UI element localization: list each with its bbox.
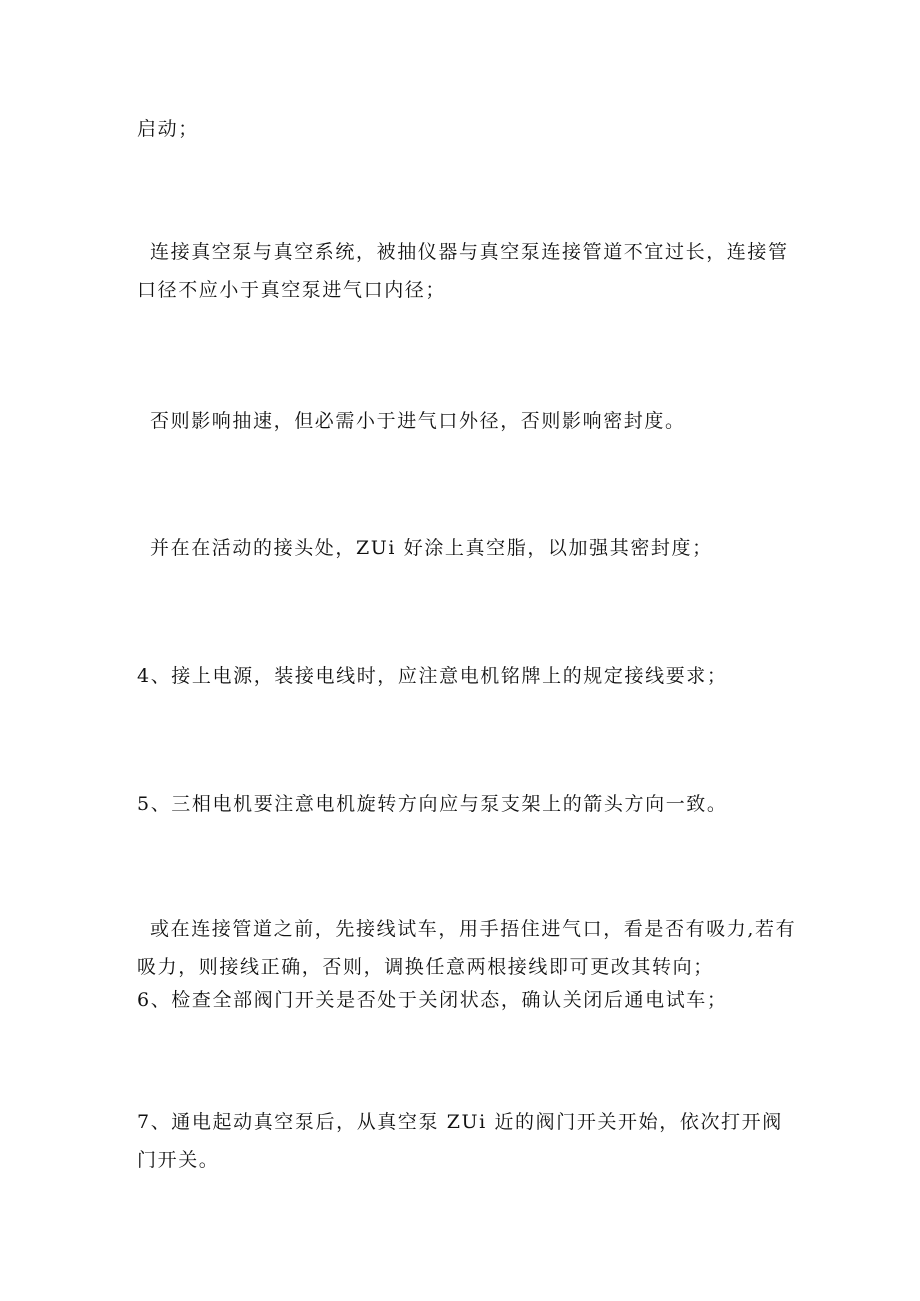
paragraph-step-6: 6、检查全部阀门开关是否处于关闭状态，确认关闭后通电试车； — [137, 989, 728, 1011]
paragraph-suction-speed: 否则影响抽速，但必需小于进气口外径，否则影响密封度。 — [150, 410, 686, 432]
paragraph-vacuum-grease: 并在在活动的接头处，ZUi 好涂上真空脂，以加强其密封度； — [150, 537, 713, 559]
paragraph-step-4: 4、接上电源，装接电线时，应注意电机铭牌上的规定接线要求； — [137, 665, 728, 687]
paragraph-test-run: 或在连接管道之前，先接线试车，用手捂住进气口，看是否有吸力,若有吸力，则接线正确，否则，调换任意两根接线即可更改其转向； — [137, 918, 797, 978]
paragraph-step-7: 7、通电起动真空泵后，从真空泵 ZUi 近的阀门开关开始，依次打开阀门开关。 — [137, 1111, 783, 1171]
paragraph-startup: 启动； — [137, 118, 199, 140]
paragraph-step-5: 5、三相电机要注意电机旋转方向应与泵支架上的箭头方向一致。 — [137, 793, 728, 815]
paragraph-connect-pump: 连接真空泵与真空系统，被抽仪器与真空泵连接管道不宜过长，连接管口径不应小于真空泵进气口内径； — [137, 241, 789, 301]
